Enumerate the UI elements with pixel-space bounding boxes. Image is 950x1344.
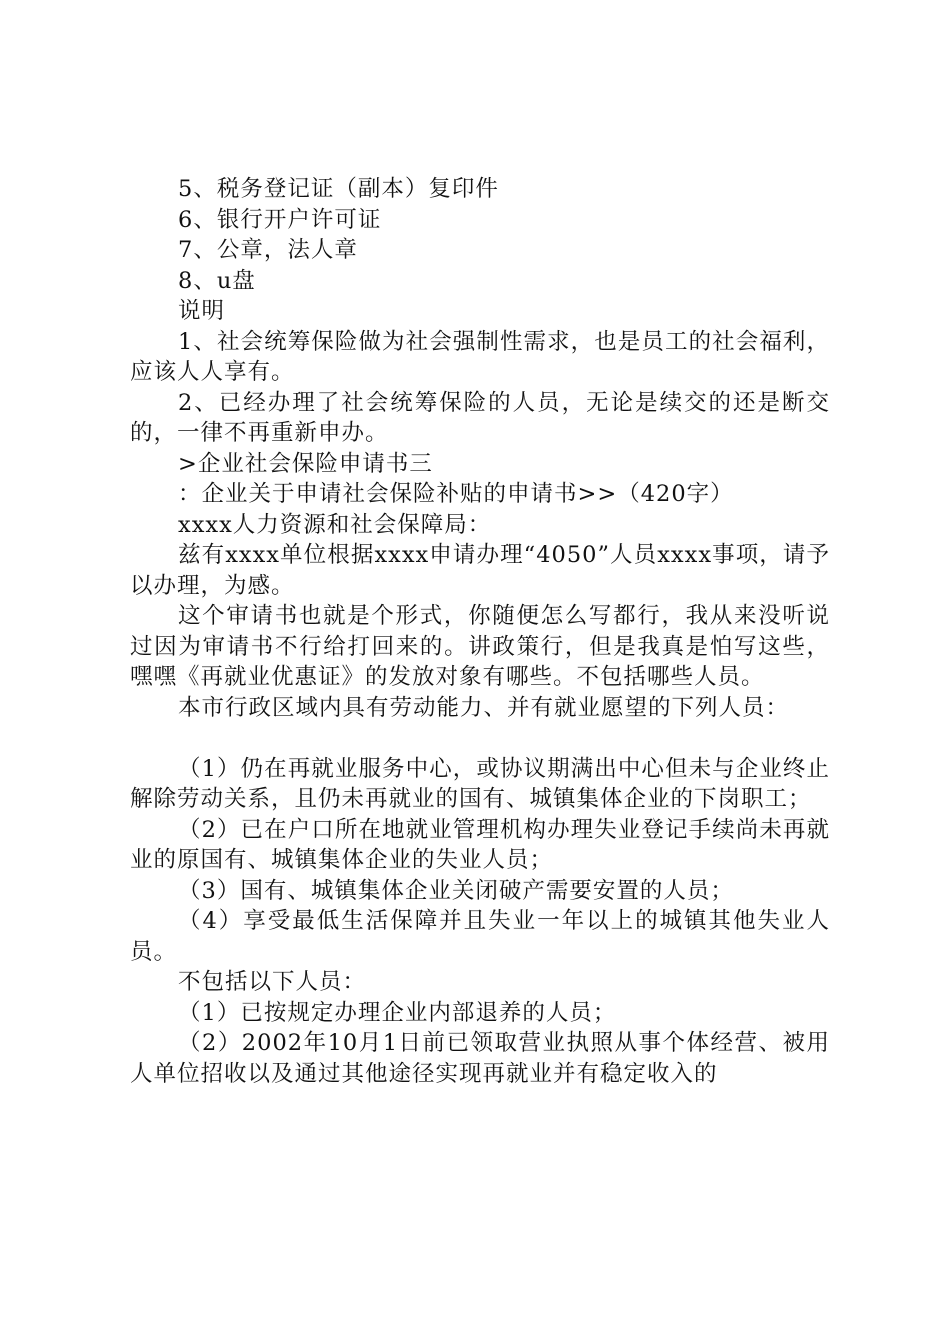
note-1: 1、社会统筹保险做为社会强制性需求，也是员工的社会福利，应该人人享有。 xyxy=(130,328,830,385)
letter-addressee: xxxx人力资源和社会保障局： xyxy=(178,511,492,538)
eligible-item-4: （4）享受最低生活保障并且失业一年以上的城镇其他失业人员。 xyxy=(130,908,830,965)
eligible-item-3: （3）国有、城镇集体企业关闭破产需要安置的人员； xyxy=(178,877,734,904)
note-2: 2、已经办理了社会统筹保险的人员，无论是续交的还是断交的，一律不再重新申办。 xyxy=(130,389,830,446)
document-body xyxy=(130,174,830,1089)
commentary-paragraph: 这个审请书也就是个形式，你随便怎么写都行，我从来没听说过因为审请书不行给打回来的。讲政策行，但是我真是怕写这些，嘿嘿《再就业优惠证》的发放对象有哪些。不包括哪些人员。 xyxy=(130,603,830,690)
exclusion-intro: 不包括以下人员： xyxy=(178,969,367,995)
eligible-item-2: （2）已在户口所在地就业管理机构办理失业登记手续尚未再就业的原国有、城镇集体企业的失业人员； xyxy=(130,816,830,873)
article-link-title: >企业社会保险申请书三 xyxy=(178,450,433,477)
eligibility-intro: 本市行政区域内具有劳动能力、并有就业愿望的下列人员： xyxy=(178,694,790,721)
paragraph-item-5: 5、税务登记证（副本）复印件 xyxy=(178,176,499,202)
paragraph-item-8: 8、u盘 xyxy=(178,267,256,294)
eligible-item-1: （1）仍在再就业服务中心，或协议期满出中心但未与企业终止解除劳动关系，且仍未再就业的国有、城镇集体企业的下岗职工； xyxy=(130,755,830,812)
excluded-item-1: （1）已按规定办理企业内部退养的人员； xyxy=(178,999,617,1026)
article-link-subtitle: ：企业关于申请社会保险补贴的申请书>>（420字） xyxy=(178,481,734,507)
paragraph-item-7: 7、公章，法人章 xyxy=(178,237,358,263)
letter-body: 兹有xxxx单位根据xxxx申请办理“4050”人员xxxx事项，请予以办理，为感。 xyxy=(130,542,830,599)
paragraph-item-6: 6、银行开户许可证 xyxy=(178,206,382,233)
blank-line xyxy=(130,723,830,754)
section-heading-notes: 说明 xyxy=(178,298,226,324)
excluded-item-2: （2）2002年10月1日前已领取营业执照从事个体经营、被用人单位招收以及通过其他途径实现再就业并有稳定收入的 xyxy=(130,1030,830,1087)
